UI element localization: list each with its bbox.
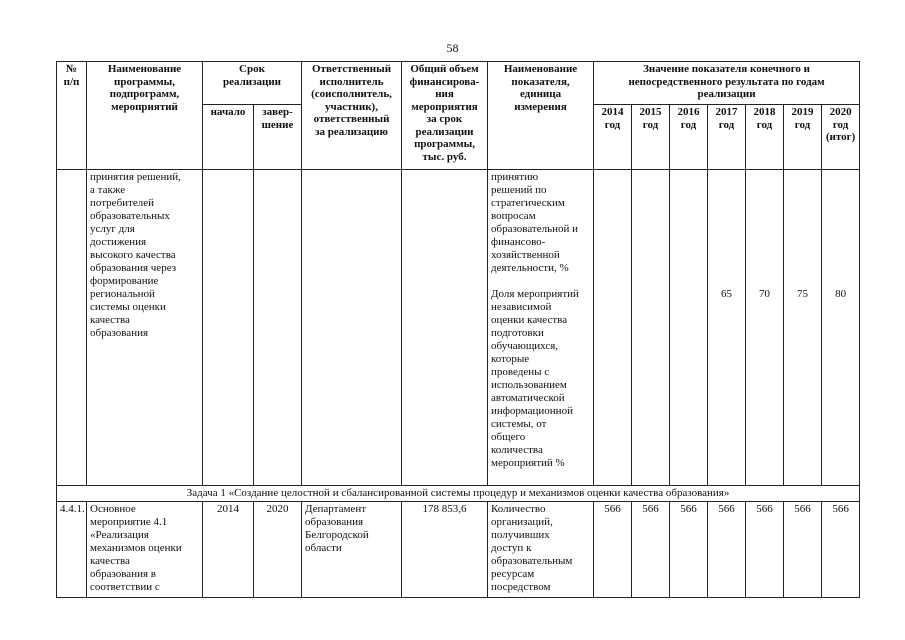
indicator-name: принятию решений по стратегическим вопросам образовательной и финансово- хозяйственной деятельности, % Доля мероприятий независимой оценки качества подготовки обучающихся, которые проведены с использованием автоматической информационной системы, от общего количества мероприятий %: [488, 170, 594, 486]
header-year-2015: 2015 год: [632, 105, 670, 170]
row-number: 4.4.1.: [57, 502, 87, 598]
header-funding: Общий объем финансирова- ния мероприятия за срок реализации программы, тыс. руб.: [402, 62, 488, 170]
term-end: [254, 170, 302, 486]
header-year-2017: 2017 год: [708, 105, 746, 170]
indicator-name: Количество организаций, получивших доступ к образовательным ресурсам посредством: [488, 502, 594, 598]
value-2014: 566: [594, 502, 632, 598]
funding: 178 853,6: [402, 502, 488, 598]
value-2020: 566: [822, 502, 860, 598]
term-end: 2020: [254, 502, 302, 598]
activity-name: Основное мероприятие 4.1 «Реализация механизмов оценки качества образования в соответствии с: [87, 502, 203, 598]
header-year-2019: 2019 год: [784, 105, 822, 170]
funding: [402, 170, 488, 486]
value-2014: [594, 170, 632, 486]
header-term: Срок реализации: [203, 62, 302, 105]
value-2016: 566: [670, 502, 708, 598]
table-row: [57, 170, 860, 486]
value-2018: 566: [746, 502, 784, 598]
value-2016: [670, 170, 708, 486]
header-term-end: завер- шение: [254, 105, 302, 170]
header-year-2018: 2018 год: [746, 105, 784, 170]
header-responsible: Ответственный исполнитель (соисполнитель, участник), ответственный за реализацию: [302, 62, 402, 170]
activity-name: принятия решений, а также потребителей образовательных услуг для достижения высокого качества образования через формирование региональной системы оценки качества образования: [87, 170, 203, 486]
header-num: № п/п: [57, 62, 87, 170]
header-year-2020: 2020 год (итог): [822, 105, 860, 170]
value-2017: 65: [708, 170, 746, 486]
term-start: 2014: [203, 502, 254, 598]
value-2018: 70: [746, 170, 784, 486]
responsible: [302, 170, 402, 486]
header-name: Наименование программы, подпрограмм, мероприятий: [87, 62, 203, 170]
value-2017: 566: [708, 502, 746, 598]
header-year-2016: 2016 год: [670, 105, 708, 170]
header-year-2014: 2014 год: [594, 105, 632, 170]
header-values-title: Значение показателя конечного и непосредственного результата по годам реализации: [594, 62, 860, 105]
value-2019: 75: [784, 170, 822, 486]
value-2015: 566: [632, 502, 670, 598]
table-row: [57, 502, 860, 598]
value-2015: [632, 170, 670, 486]
task-row: [57, 486, 860, 502]
value-2020: 80: [822, 170, 860, 486]
program-table: [56, 61, 860, 598]
value-2019: 566: [784, 502, 822, 598]
term-start: [203, 170, 254, 486]
page-number: 58: [446, 41, 459, 55]
header-term-start: начало: [203, 105, 254, 170]
row-number: [57, 170, 87, 486]
task-heading: Задача 1 «Создание целостной и сбалансированной системы процедур и механизмов оценки качества образования»: [57, 486, 860, 502]
header-indicator: Наименование показателя, единица измерения: [488, 62, 594, 170]
responsible: Департамент образования Белгородской области: [302, 502, 402, 598]
